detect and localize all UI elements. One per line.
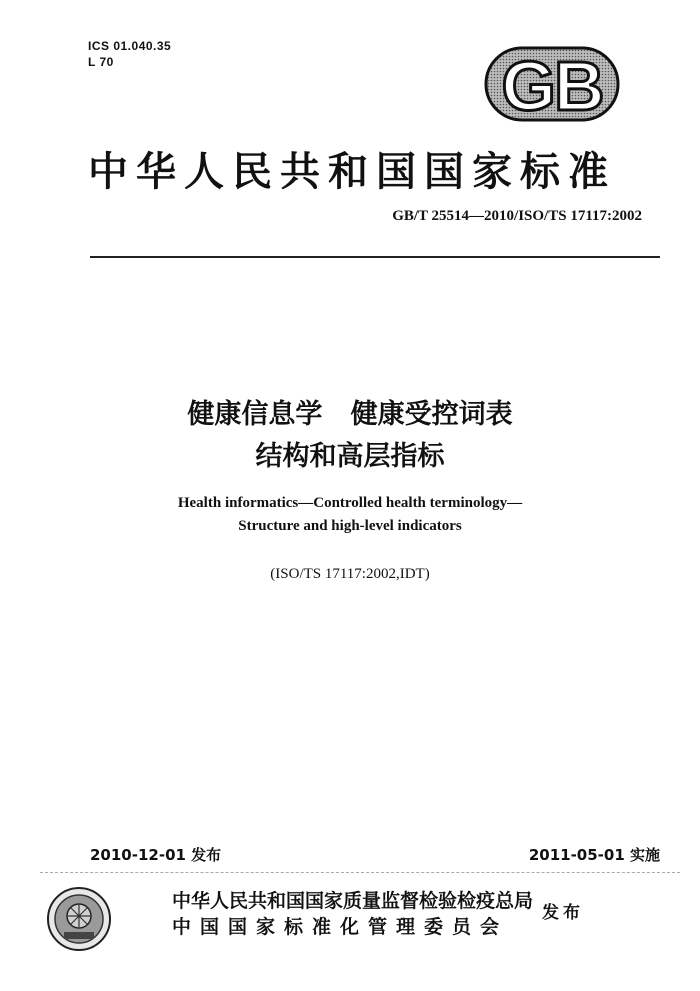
publisher-seal-icon (46, 886, 112, 952)
english-title-line-1: Health informatics—Controlled health terminology— (177, 495, 523, 511)
publisher-line-2: 中国国家标准化管理委员会 (172, 916, 509, 938)
standard-number: GB/T 25514—2010/ISO/TS 17117:2002 (392, 208, 642, 224)
adoption-note: (ISO/TS 17117:2002,IDT) (270, 566, 430, 582)
classification-codes (88, 38, 171, 70)
standard-type-title: 中华人民共和国国家标准 (88, 148, 616, 195)
logo-letters: GB (501, 47, 603, 122)
publisher-line-1: 中华人民共和国国家质量监督检验检疫总局 (172, 890, 534, 912)
footer-divider (40, 872, 680, 874)
english-title-line-2: Structure and high-level indicators (238, 518, 462, 534)
chinese-title-line-1: 健康信息学 健康受控词表 (187, 399, 513, 430)
ics-code: ICS 01.040.35 (88, 39, 172, 53)
gb-logo (484, 46, 620, 122)
issue-date: 2010-12-01 发布 (90, 846, 222, 864)
ccs-code: L 70 (88, 55, 114, 69)
header-divider (90, 256, 660, 258)
publish-action: 发布 (542, 903, 584, 923)
implementation-date: 2011-05-01 实施 (528, 846, 660, 864)
chinese-title-line-2: 结构和高层指标 (255, 441, 445, 472)
